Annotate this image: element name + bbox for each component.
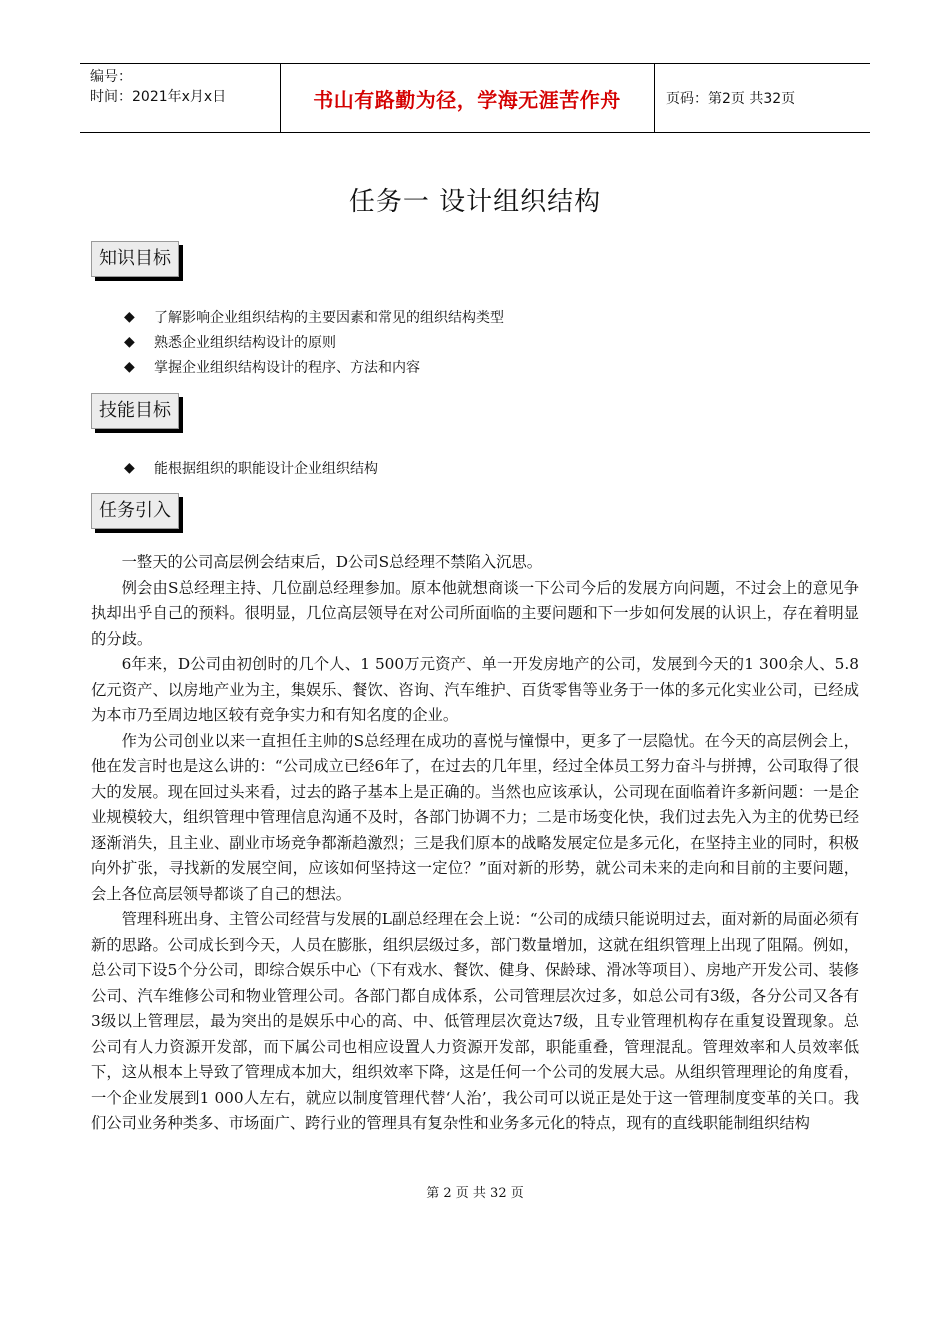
header-meta xyxy=(90,67,226,107)
paragraph: 6年来，D公司由初创时的几个人、1 500万元资产、单一开发房地产的公司，发展到今天的1 300余人、5.8亿元资产、以房地产业为主，集娱乐、餐饮、咨询、汽车维护、百货零售等业务于一体的多元化实业公司，已经成为本市乃至周边地区较有竞争实力和有知名度的企业。 xyxy=(91,655,859,724)
list-item-text: 掌握企业组织结构设计的程序、方法和内容 xyxy=(154,360,420,376)
diamond-bullet-icon: ◆ xyxy=(124,359,135,375)
diamond-bullet-icon: ◆ xyxy=(124,334,135,350)
page-footer: 第 2 页 共 32 页 xyxy=(426,1186,524,1201)
body-text xyxy=(91,550,859,1137)
diamond-bullet-icon: ◆ xyxy=(124,309,135,325)
diamond-bullet-icon: ◆ xyxy=(124,460,135,476)
document-time: 时间：2021年x月x日 xyxy=(90,89,227,105)
section-heading-knowledge: 知识目标 xyxy=(91,241,179,277)
section-heading-intro: 任务引入 xyxy=(91,493,179,529)
page-header xyxy=(80,63,870,133)
list-item xyxy=(124,332,336,352)
paragraph: 管理科班出身、主管公司经营与发展的L副总经理在会上说：“公司的成绩只能说明过去，面对新的局面必须有新的思路。公司成长到今天，人员在膨胀，组织层级过多，部门数量增加，这就在组织管理上出现了阻隔。例如，总公司下设5个分公司，即综合娱乐中心（下有戏水、餐饮、健身、保龄球、滑冰等项目）、房地产开发公司、装修公司、汽车维修公司和物业管理公司。各部门都自成体系，公司管理层次过多，如总公司有3级，各分公司又各有3级以上管理层，最为突出的是娱乐中心的高、中、低管理层次竟达7级，且专业管理机构存在重复设置现象。总公司有人力资源开发部，而下属公司也相应设置人力资源开发部，职能重叠，管理混乱。管理效率和人员效率低下，这从根本上导致了管理成本加大，组织效率下降，这是任何一个公司的发展大忌。从组织管理理论的角度看，一个企业发展到1 000人左右，就应以制度管理代替‘人治’，我公司可以说正是处于这一管理制度变革的关口。我们公司业务种类多、市场面广、跨行业的管理具有复杂性和业务多元化的特点，现有的直线职能制组织结构 xyxy=(91,910,859,1132)
document-number-label: 编号： xyxy=(90,69,132,85)
paragraph: 作为公司创业以来一直担任主帅的S总经理在成功的喜悦与憧憬中，更多了一层隐忧。在今天的高层例会上，他在发言时也是这么讲的：“公司成立已经6年了，在过去的几年里，经过全体员工努力奋斗与拼搏，公司取得了很大的发展。现在回过头来看，过去的路子基本上是正确的。当然也应该承认，公司现在面临着许多新问题：一是企业规模较大，组织管理中管理信息沟通不及时，各部门协调不力；二是市场变化快，我们过去先入为主的优势已经逐渐消失，且主业、副业市场竞争都渐趋激烈；三是我们原本的战略发展定位是多元化，在坚持主业的同时，积极向外扩张，寻找新的发展空间，应该如何坚持这一定位？”面对新的形势，就公司未来的走向和目前的主要问题，会上各位高层领导都谈了自己的想法。 xyxy=(91,731,859,903)
list-item xyxy=(124,357,420,377)
list-item-text: 了解影响企业组织结构的主要因素和常见的组织结构类型 xyxy=(154,310,504,326)
list-item xyxy=(124,458,378,478)
header-motto: 书山有路勤为径，学海无涯苦作舟 xyxy=(313,87,621,112)
paragraph: 例会由S总经理主持、几位副总经理参加。原本他就想商谈一下公司今后的发展方向问题，不过会上的意见争执却出乎自己的预料。很明显，几位高层领导在对公司所面临的主要问题和下一步如何发展的认识上，存在着明显的分歧。 xyxy=(91,578,859,648)
list-item xyxy=(124,307,504,327)
section-heading-skills: 技能目标 xyxy=(91,393,179,429)
paragraph: 一整天的公司高层例会结束后，D公司S总经理不禁陷入沉思。 xyxy=(121,553,543,571)
header-divider xyxy=(654,64,655,132)
page-title: 任务一 设计组织结构 xyxy=(348,187,602,217)
list-item-text: 能根据组织的职能设计企业组织结构 xyxy=(154,461,378,477)
header-page-info: 页码：第2页 共32页 xyxy=(666,91,796,107)
list-item-text: 熟悉企业组织结构设计的原则 xyxy=(154,335,336,351)
